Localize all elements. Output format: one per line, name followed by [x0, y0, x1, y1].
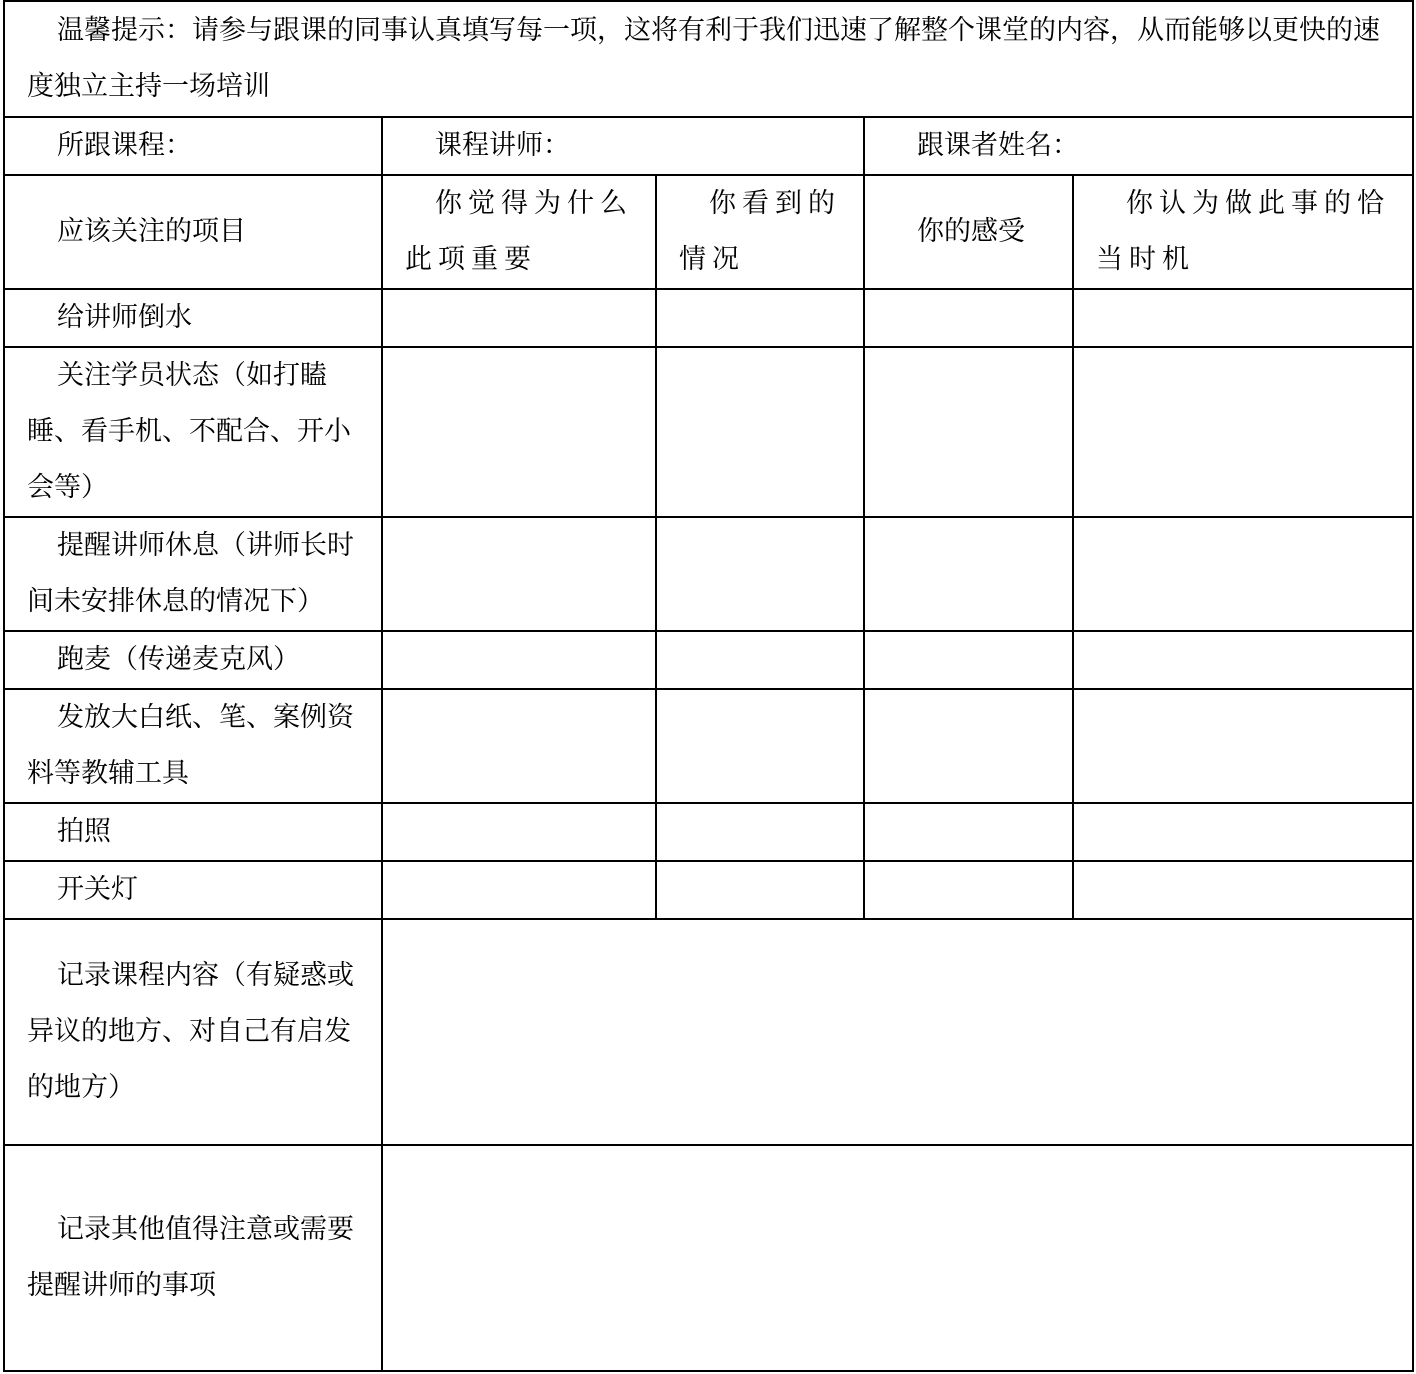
- lecturer-label: 课程讲师：: [382, 117, 864, 175]
- right-timing-cell[interactable]: [1073, 347, 1413, 517]
- course-label: 所跟课程：: [4, 117, 382, 175]
- right-timing-cell[interactable]: [1073, 631, 1413, 689]
- record-content-row: [4, 919, 1413, 1145]
- record-other-label: 记录其他值得注意或需要提醒讲师的事项: [4, 1145, 382, 1371]
- feeling-cell[interactable]: [864, 347, 1073, 517]
- item-label: 跑麦（传递麦克风）: [4, 631, 382, 689]
- item-label: 提醒讲师休息（讲师长时间未安排休息的情况下）: [4, 517, 382, 631]
- record-other-row: [4, 1145, 1413, 1371]
- right-timing-cell[interactable]: [1073, 517, 1413, 631]
- item-label: 开关灯: [4, 861, 382, 919]
- why-important-cell[interactable]: [382, 861, 656, 919]
- what-seen-cell[interactable]: [656, 631, 864, 689]
- why-important-cell[interactable]: [382, 517, 656, 631]
- feeling-cell[interactable]: [864, 289, 1073, 347]
- feeling-cell[interactable]: [864, 803, 1073, 861]
- why-important-cell[interactable]: [382, 803, 656, 861]
- record-content-label: 记录课程内容（有疑惑或异议的地方、对自己有启发的地方）: [4, 919, 382, 1145]
- what-seen-cell[interactable]: [656, 861, 864, 919]
- what-seen-cell[interactable]: [656, 803, 864, 861]
- right-timing-cell[interactable]: [1073, 689, 1413, 803]
- why-important-cell[interactable]: [382, 289, 656, 347]
- feeling-cell[interactable]: [864, 517, 1073, 631]
- header-row: [4, 175, 1413, 289]
- feeling-cell[interactable]: [864, 689, 1073, 803]
- what-seen-cell[interactable]: [656, 689, 864, 803]
- why-important-cell[interactable]: [382, 347, 656, 517]
- record-content-cell[interactable]: [382, 919, 1413, 1145]
- what-seen-cell[interactable]: [656, 289, 864, 347]
- info-row: [4, 117, 1413, 175]
- right-timing-cell[interactable]: [1073, 803, 1413, 861]
- table-row: [4, 517, 1413, 631]
- header-right-timing: 你认为做此事的恰当时机: [1073, 175, 1413, 289]
- header-feeling: 你的感受: [864, 175, 1073, 289]
- table-row: [4, 689, 1413, 803]
- table-row: [4, 289, 1413, 347]
- feeling-cell[interactable]: [864, 861, 1073, 919]
- table-row: [4, 803, 1413, 861]
- header-item: 应该关注的项目: [4, 175, 382, 289]
- table-row: [4, 861, 1413, 919]
- notice-text: 温馨提示：请参与跟课的同事认真填写每一项，这将有利于我们迅速了解整个课堂的内容，从而能够以更快的速度独立主持一场培训: [4, 1, 1413, 117]
- why-important-cell[interactable]: [382, 689, 656, 803]
- header-why-important: 你觉得为什么此项重要: [382, 175, 656, 289]
- what-seen-cell[interactable]: [656, 347, 864, 517]
- follower-name-label: 跟课者姓名：: [864, 117, 1413, 175]
- item-label: 拍照: [4, 803, 382, 861]
- what-seen-cell[interactable]: [656, 517, 864, 631]
- why-important-cell[interactable]: [382, 631, 656, 689]
- notice-row: [4, 1, 1413, 117]
- item-label: 关注学员状态（如打瞌睡、看手机、不配合、开小会等）: [4, 347, 382, 517]
- table-row: [4, 631, 1413, 689]
- course-follow-form: [3, 0, 1414, 1372]
- feeling-cell[interactable]: [864, 631, 1073, 689]
- table-row: [4, 347, 1413, 517]
- item-label: 发放大白纸、笔、案例资料等教辅工具: [4, 689, 382, 803]
- item-label: 给讲师倒水: [4, 289, 382, 347]
- right-timing-cell[interactable]: [1073, 289, 1413, 347]
- header-what-seen: 你看到的情况: [656, 175, 864, 289]
- record-other-cell[interactable]: [382, 1145, 1413, 1371]
- right-timing-cell[interactable]: [1073, 861, 1413, 919]
